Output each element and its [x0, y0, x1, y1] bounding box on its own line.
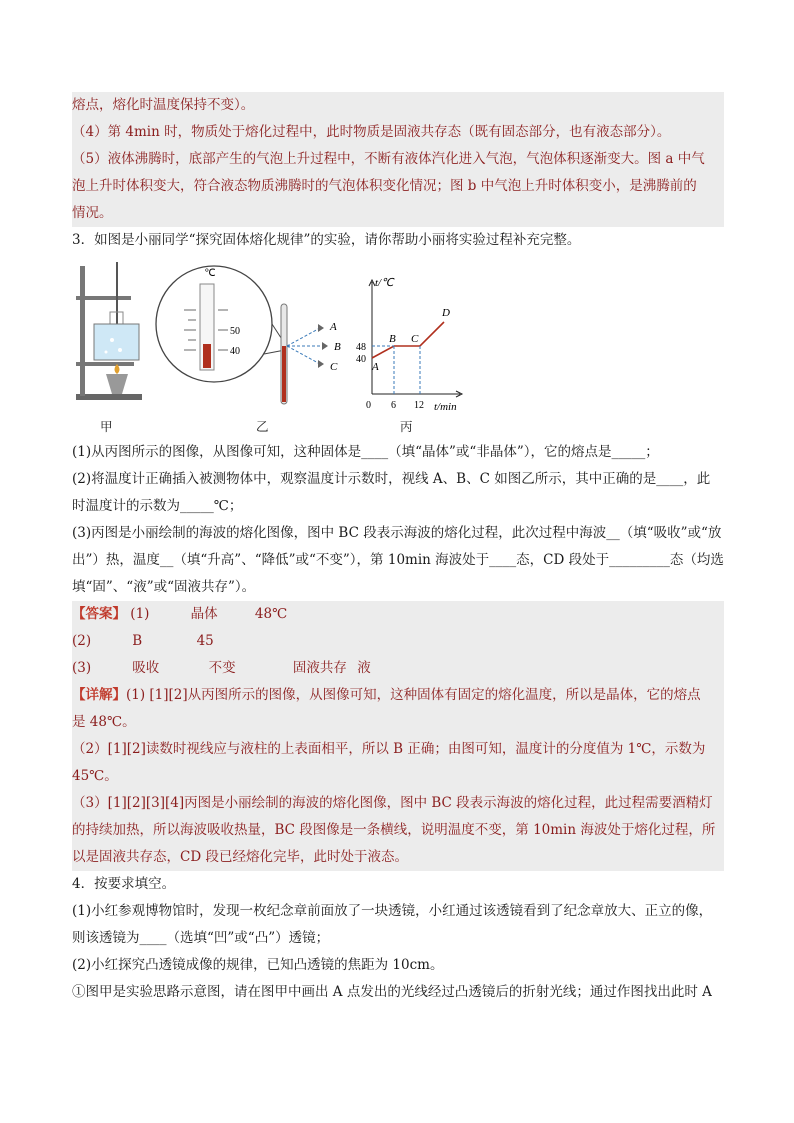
experiment-diagram	[72, 254, 724, 414]
detail-line: 45℃。	[72, 768, 118, 784]
graph-point-d: D	[442, 307, 450, 319]
graph-tick-48: 48	[356, 342, 366, 353]
question-4-stem: 4．按要求填空。	[72, 876, 176, 892]
thermo-tick-50: 50	[230, 326, 240, 337]
graph-tick-0: 0	[366, 400, 371, 411]
graph-tick-12: 12	[414, 400, 424, 411]
answer-cell: 48℃	[254, 606, 288, 622]
answer-cell: 45	[196, 633, 214, 649]
answer-cell: 吸收	[132, 660, 160, 676]
detail-line: 的持续加热，所以海波吸收热量，BC 段图像是一条横线，说明温度不变，第 10min 海波处于熔化过程，所	[72, 822, 716, 838]
thermo-unit-label: ℃	[204, 268, 216, 279]
question-4-part-1: (1)小红参观博物馆时，发现一枚纪念章前面放了一块透镜，小红通过该透镜看到了纪念章放大、正立的像，	[72, 903, 713, 919]
answer-cell: (2)	[72, 633, 92, 649]
sight-a-label: A	[330, 321, 337, 333]
answer-cell: B	[132, 633, 143, 649]
detail-line: （2）[1][2]读数时视线应与液柱的上表面相平，所以 B 正确；由图可知，温度计的分度值为 1℃，示数为	[72, 741, 706, 757]
caption-jia: 甲	[100, 419, 113, 434]
answer-cell: 晶体	[190, 606, 218, 622]
graph-tick-40: 40	[356, 354, 366, 365]
detail-line: 以是固液共存态，CD 段已经熔化完毕，此时处于液态。	[72, 849, 408, 865]
answer-cell: (1)	[130, 606, 150, 622]
prev-line: （4）第 4min 时，物质处于熔化过程中，此时物质是固液共存态（既有固态部分，也有液态部分）。	[72, 124, 671, 140]
answer-cell: 固液共存	[292, 660, 347, 676]
detail-label: 【详解】	[72, 687, 126, 703]
question-4-part-1: 则该透镜为____（选填“凹”或“凸”）透镜；	[72, 930, 330, 946]
sight-c-label: C	[330, 361, 338, 373]
question-4-part-2: (2)小红探究凸透镜成像的规律，已知凸透镜的焦距为 10cm。	[72, 957, 444, 973]
answer-label: 【答案】	[72, 606, 126, 622]
prev-line: 情况。	[72, 205, 113, 221]
question-3-part-1: (1)从丙图所示的图像，从图像可知，这种固体是____（填“晶体”或“非晶体”），它的熔点是_____；	[72, 444, 659, 460]
graph-point-c: C	[411, 333, 419, 345]
answer-row	[72, 628, 724, 655]
graph-point-a: A	[372, 361, 379, 373]
detail-line: （3）[1][2][3][4]丙图是小丽绘制的海波的熔化图像，图中 BC 段表示海波的熔化过程，此过程需要酒精灯	[72, 795, 713, 811]
graph-tick-6: 6	[391, 400, 396, 411]
apparatus-jia	[76, 262, 142, 400]
caption-yi: 乙	[256, 419, 269, 434]
answer-row	[72, 655, 724, 682]
detail-line: 是 48℃。	[72, 714, 136, 730]
answer-cell: 液	[357, 660, 371, 676]
question-3-part-3: 出”）热，温度__（填“升高”、“降低”或“不变”），第 10min 海波处于____态，CD 段处于_________态（均选	[72, 552, 724, 568]
detail-text: (1) [1][2]从丙图所示的图像，从图像可知，这种固体有固定的熔化温度，所以是晶体，它的熔点	[126, 687, 701, 703]
answer-cell: 不变	[208, 660, 236, 676]
question-3-part-2: 时温度计的示数为_____℃；	[72, 498, 243, 514]
question-3-part-2: (2)将温度计正确插入被测物体中，观察温度计示数时，视线 A、B、C 如图乙所示，其中正确的是____，此	[72, 471, 711, 487]
detail-line	[72, 682, 724, 709]
question-3-part-3: 填“固”、“液”或“固液共存”）。	[72, 579, 256, 595]
caption-bing: 丙	[400, 419, 413, 434]
prev-line: （5）液体沸腾时，底部产生的气泡上升过程中，不断有液体汽化进入气泡，气泡体积逐渐变大。图 a 中气	[72, 151, 705, 167]
prev-line: 熔点，熔化时温度保持不变）。	[72, 97, 255, 113]
document-page	[72, 92, 724, 1006]
graph-y-axis-label: t/℃	[375, 277, 394, 289]
question-3-part-3: (3)丙图是小丽绘制的海波的熔化图像，图中 BC 段表示海波的熔化过程，此次过程中海波__（填“吸收”或“放	[72, 525, 722, 541]
sight-b-label: B	[334, 341, 341, 353]
prev-answer-block	[72, 92, 724, 227]
answer-row	[72, 601, 724, 628]
question-3-stem: 3．如图是小丽同学“探究固体熔化规律”的实验，请你帮助小丽将实验过程补充完整。	[72, 232, 581, 248]
answer-cell: (3)	[72, 660, 92, 676]
graph-x-axis-label: t/min	[434, 401, 457, 413]
prev-line: 泡上升时体积变大，符合液态物质沸腾时的气泡体积变化情况；图 b 中气泡上升时体积变小，是沸腾前的	[72, 178, 697, 194]
graph-point-b: B	[389, 333, 396, 345]
thermo-tick-40: 40	[230, 346, 240, 357]
answer-block	[72, 601, 724, 871]
thermometer-zoom	[156, 266, 328, 404]
question-4-part-2-item-1: ①图甲是实验思路示意图，请在图甲中画出 A 点发出的光线经过凸透镜后的折射光线；通过作图找出此时 A	[72, 984, 712, 1000]
question-3-figure	[72, 254, 724, 439]
